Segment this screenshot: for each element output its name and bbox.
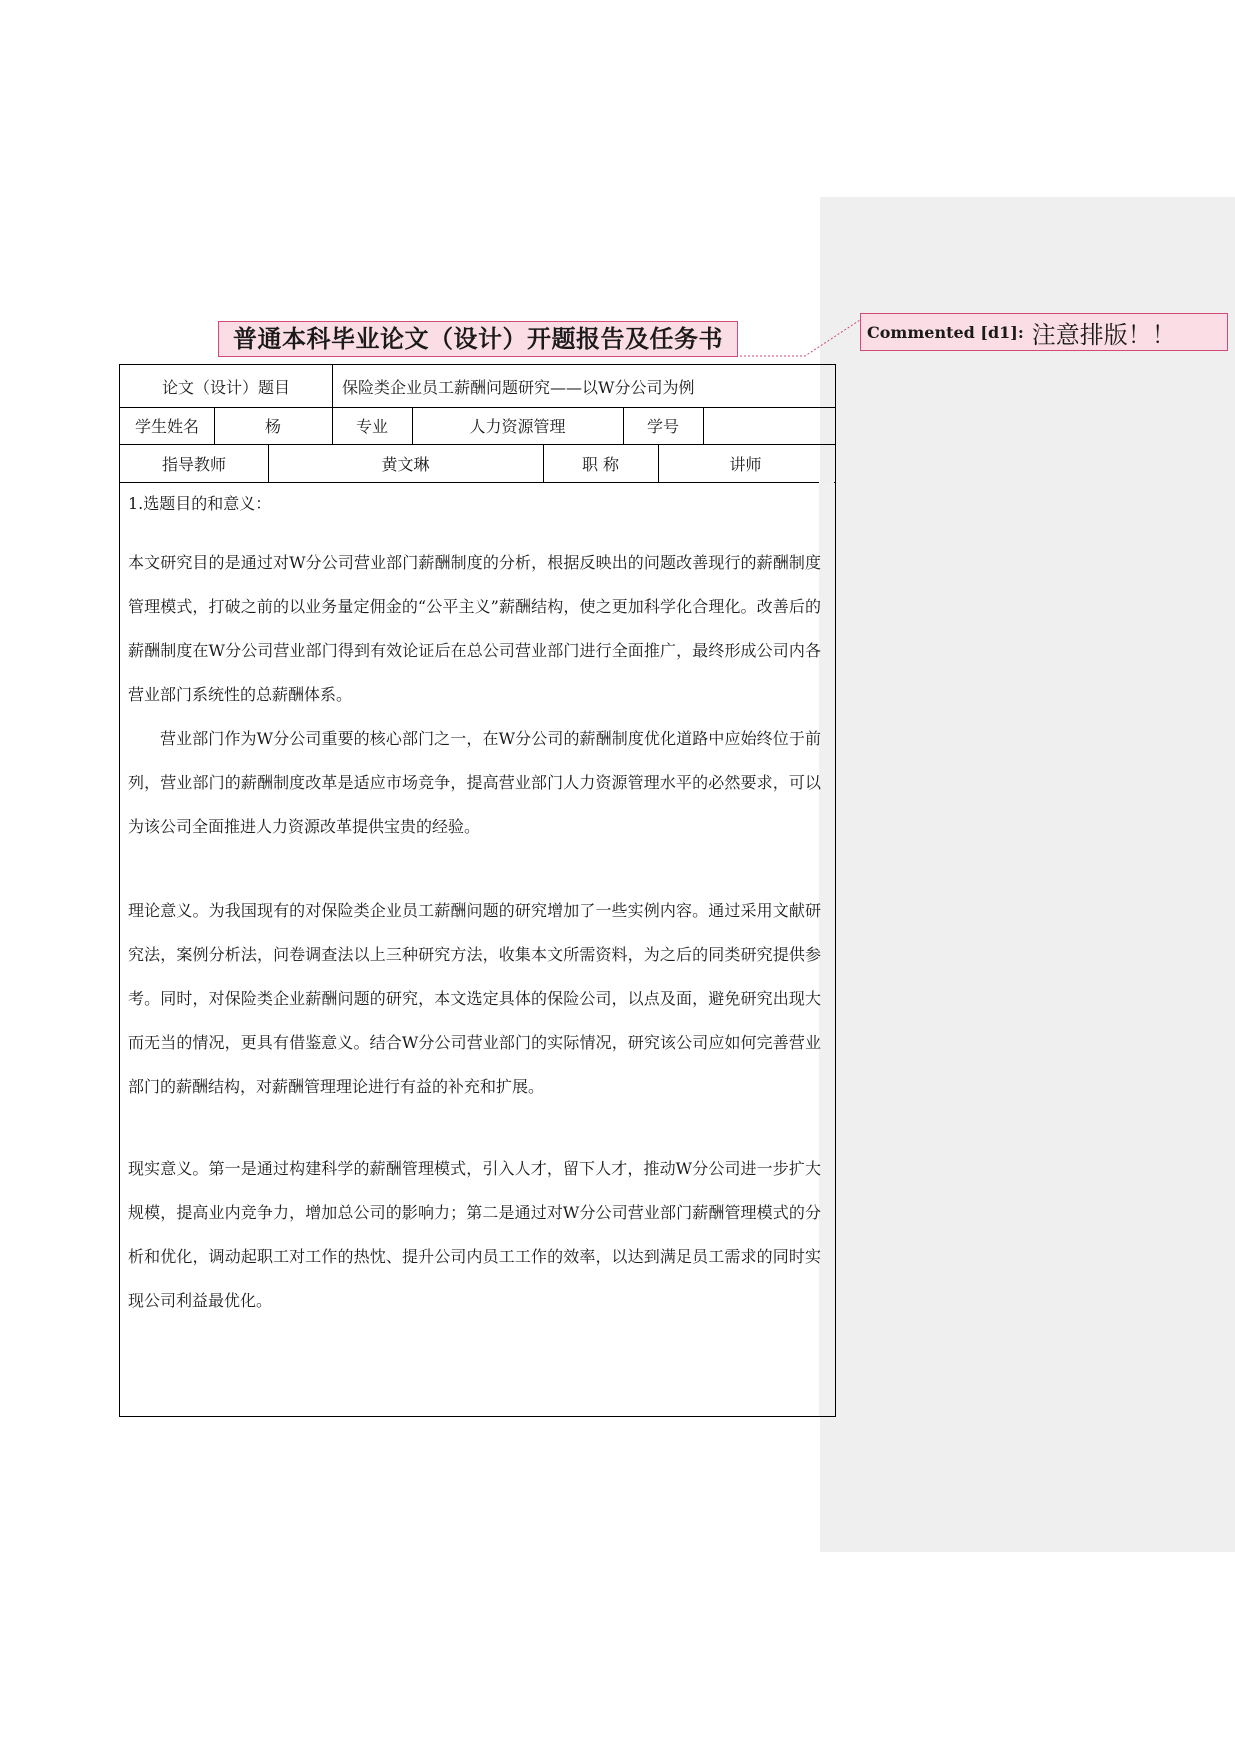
paragraph-theoretical: 理论意义。为我国现有的对保险类企业员工薪酬问题的研究增加了一些实例内容。通过采用文献研究法，案例分析法，问卷调查法以上三种研究方法，收集本文所需资料，为之后的同类研究提供参考。同时，对保险类企业薪酬问题的研究，本文选定具体的保险公司，以点及面，避免研究出现大而无当的情况，更具有借鉴意义。结合W分公司营业部门的实际情况，研究该公司应如何完善营业部门的薪酬结构，对薪酬管理理论进行有益的补充和扩展。 xyxy=(128,901,821,1096)
column-divider xyxy=(332,365,333,407)
title-rank-value: 讲师 xyxy=(729,454,762,474)
proposal-form-table xyxy=(119,364,836,1417)
student-name-label: 学生姓名 xyxy=(134,417,199,436)
advisor-value: 黄文琳 xyxy=(381,454,430,474)
document-title: 普通本科毕业论文（设计）开题报告及任务书 xyxy=(218,321,738,357)
thesis-title-value: 保险类企业员工薪酬问题研究——以W分公司为例 xyxy=(342,377,695,397)
advisor-label: 指导教师 xyxy=(161,454,226,474)
paragraph-department: 营业部门作为W分公司重要的核心部门之一，在W分公司的薪酬制度优化道路中应始终位于前列，营业部门的薪酬制度改革是适应市场竞争，提高营业部门人力资源管理水平的必然要求，可以为该公司全面推进人力资源改革提供宝贵的经验。 xyxy=(128,729,821,836)
title-rank-label: 职 称 xyxy=(581,454,620,474)
comment-bubble[interactable] xyxy=(860,313,1228,351)
student-name-value: 杨 xyxy=(264,417,281,436)
shaded-margin xyxy=(819,482,834,1416)
thesis-title-label: 论文（设计）题目 xyxy=(161,377,290,397)
comment-pane xyxy=(820,197,1235,1552)
proposal-body xyxy=(128,494,821,1323)
major-label: 专业 xyxy=(355,417,388,436)
major-value: 人力资源管理 xyxy=(469,417,566,436)
row-divider xyxy=(120,482,835,483)
comment-author: Commented [d1]: xyxy=(867,322,1024,342)
paragraph-practical: 现实意义。第一是通过构建科学的薪酬管理模式，引入人才，留下人才，推动W分公司进一步扩大规模，提高业内竞争力，增加总公司的影响力；第二是通过对W分公司营业部门薪酬管理模式的分析和优化，调动起职工对工作的热忱、提升公司内员工工作的效率，以达到满足员工需求的同时实现公司利益最优化。 xyxy=(128,1159,821,1310)
comment-text: 注意排版！！ xyxy=(1031,320,1176,349)
section-title: 1.选题目的和意义： xyxy=(128,494,272,513)
student-id-value xyxy=(703,407,833,444)
student-id-label: 学号 xyxy=(646,417,679,436)
paragraph-purpose: 本文研究目的是通过对W分公司营业部门薪酬制度的分析，根据反映出的问题改善现行的薪酬制度管理模式，打破之前的以业务量定佣金的“公平主义”薪酬结构，使之更加科学化合理化。改善后的薪酬制度在W分公司营业部门得到有效论证后在总公司营业部门进行全面推广，最终形成公司内各营业部门系统性的总薪酬体系。 xyxy=(128,553,821,704)
